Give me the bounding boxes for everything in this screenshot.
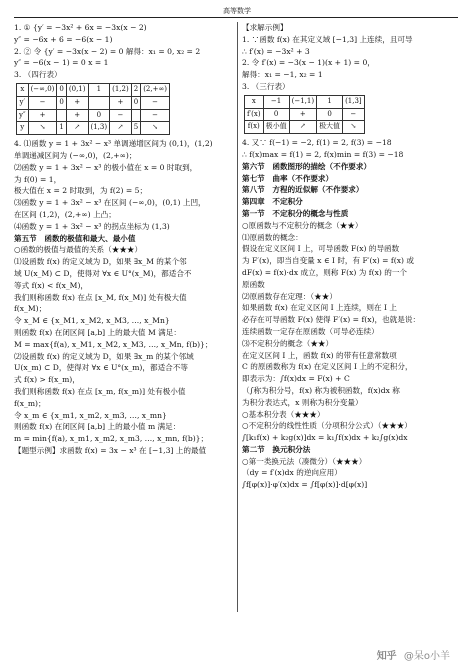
text-line: ⑵设函数 f(x) 的定义域为 D，如果 ∃x_m 的某个邻域 [14,351,194,361]
text-line: （dy = f′(x)dx 的逆向应用） [242,468,342,478]
text-line: 如果函数 f(x) 在定义区间 I 上连续，则在 I 上 [242,303,397,313]
table-cell: x [17,83,29,96]
text-line: M = max{f(a), x_M1, x_M2, x_M3, …, x_Mn, f(b)}； [14,339,213,349]
text-line: 为 f(0) = 1， [14,174,62,184]
section-heading: 第七节 曲率（不作要求） [242,173,334,183]
text-line: y″ = −6(x − 1) = 0 x = 1 [14,58,109,68]
text-line: 4. ⑴函数 y = 1 + 3x² − x³ 单调递增区间为 (0,1)，(1,2) [14,139,213,149]
text-line: 则函数 f(x) 在闭区间 [a,b] 上的最大值 M 满足： [14,327,181,337]
text-line: 连续函数一定存在原函数（可导必连续） [242,326,379,336]
text-line: 为 F′(x)，即当自变量 x ∈ I 时，有 F′(x) = f(x) 或 [242,256,414,266]
text-line: 域 U(x_M) ⊂ D，使得对 ∀x ∈ U°(x_M)，都适合不 [14,268,192,278]
table-cell: ↘ [141,122,170,135]
text-line: C 的原函数称为 f(x) 在定义区间 I 上的不定积分， [242,362,413,372]
author-handle: @呆o小羊 [403,651,450,662]
text-line: ∴ f′(x) = −3x² + 3 [242,46,310,56]
column-divider [237,22,238,612]
text-line: dF(x) = f(x)·dx 成立，则称 F(x) 为 f(x) 的一个 [242,267,408,277]
section-heading: 第一节 不定积分的概念与性质 [242,208,349,218]
text-line: 原函数 [242,279,265,289]
text-line: ∴ f(x)max = f(1) = 2, f(x)min = f(3) = −18 [242,149,404,159]
text-line: 必存在可导函数 F(x) 使得 F′(x) = f(x)，也就是说： [242,315,421,325]
text-line: 式 f(x) > f(x_m)， [14,375,80,385]
text-line: 解得：x₁ = −1, x₂ = 1 [242,70,323,80]
table-cell: 极大值 [317,121,343,134]
brand-logo: 知乎 [376,651,397,662]
page-header-title: 高等数学 [223,7,251,15]
table-cell: 1 [57,122,66,135]
table-row [17,122,170,135]
text-line: 3. （三行表） [242,81,290,91]
header-rule [14,17,458,18]
watermark [0,647,474,662]
text-line: ⑶函数 y = 1 + 3x² − x³ 在区间 (−∞,0)，(0,1) 上凹， [14,198,206,208]
text-line: ○不定积分的线性性质（分项积分公式）（★★★） [242,421,412,431]
table-cell: 0 [317,108,343,121]
table-cell: 0 [263,108,289,121]
table-row [245,121,365,134]
text-line: 3. （四行表） [14,70,62,80]
table-cell: 0 [57,96,66,109]
table-row [17,83,170,96]
table-cell: − [28,96,57,109]
table-cell: y′ [17,96,29,109]
text-line: 1. ∵函数 f(x) 在其定义域 [−1,3] 上连续，且可导 [242,34,413,44]
table-cell: 5 [131,122,140,135]
right-column [242,22,464,491]
text-line: f(x_M)； [14,304,47,314]
text-line: ∫[k₁f(x) + k₂g(x)]dx = k₁∫f(x)dx + k₂∫g(x)dx [242,433,408,443]
table-cell [88,96,110,109]
table-cell: (−1,1) [289,95,316,108]
table-cell: 极小值 [263,121,289,134]
text-line: 在区间 (1,2)，(2,+∞) 上凸； [14,209,116,219]
section-heading: 第六节 函数图形的描绘（不作要求） [242,161,372,171]
table-cell: − [343,108,365,121]
chapter-heading: 第四章 不定积分 [242,197,303,207]
text-line: ⑷函数 y = 1 + 3x² − x³ 的拐点坐标为 (1,3) [14,221,170,231]
table-cell: 0 [57,83,66,96]
text-line: 我们则称函数 f(x) 在点 [x_m, f(x_m)] 处有极小值 [14,386,186,396]
table-cell: + [28,109,57,122]
table-cell: ↘ [343,121,365,134]
table-cell: 2 [131,83,140,96]
text-line: 假设在定义区间 I 上，可导函数 F(x) 的导函数 [242,244,400,254]
text-line: ⑵函数 y = 1 + 3x² − x³ 的极小值在 x = 0 时取到， [14,162,198,172]
table-cell: 1 [88,83,110,96]
table-cell: y″ [17,109,29,122]
text-line: ⑴设函数 f(x) 的定义域为 D，如果 ∃x_M 的某个邻 [14,257,187,267]
table-cell: 0 [131,96,140,109]
table-cell [131,109,140,122]
table-cell: f(x) [245,121,264,134]
table-cell: ↗ [289,121,316,134]
section-heading: 第五节 函数的极值和最大、最小值 [14,233,136,243]
text-line: 令 x_M ∈ {x_M1, x_M2, x_M3, …, x_Mn} [14,316,170,326]
text-line: ∫f[φ(x)]·φ′(x)dx = ∫f[φ(x)]·d[φ(x)] [242,480,368,490]
section-heading: 第二节 换元积分法 [242,444,311,454]
text-line: ⑵原函数存在定理：（★★） [242,291,337,301]
table-row [17,96,170,109]
text-line: ○函数的极值与最值的关系（★★★） [14,245,143,255]
text-line: y″ = −6x + 6 = −6(x − 1) [14,34,113,44]
text-line: 4. 又∵ f(−1) = −2, f(1) = 2, f(3) = −18 [242,138,392,148]
table-cell: y [17,122,29,135]
table-cell [57,109,66,122]
text-line: 1. ① {y′ = −3x² + 6x = −3x(x − 2) [14,23,147,32]
four-row-table [16,83,170,135]
table-cell: + [289,108,316,121]
table-cell: −1 [263,95,289,108]
table-cell: ↗ [110,122,132,135]
text-line: m = min{f(a), x_m1, x_m2, x_m3, …, x_mn, f(b)}； [14,434,209,444]
text-line: 为积分表达式，x 则称为积分变量） [242,397,363,407]
table-cell: − [141,109,170,122]
text-line: 则函数 f(x) 在闭区间 [a,b] 上的最小值 m 满足： [14,422,181,432]
text-line: 2. 令 f′(x) = −3(x − 1)(x + 1) = 0， [242,58,375,68]
table-cell: (0,1) [66,83,88,96]
table-row [245,95,365,108]
three-row-table [244,95,365,134]
section-heading: 第八节 方程的近似解（不作要求） [242,185,364,195]
table-cell: (1,3] [343,95,365,108]
text-line: ⑶不定积分的概念（★★） [242,338,334,348]
text-line: ○第一类换元法（凑微分）（★★★） [242,456,367,466]
table-cell: − [141,96,170,109]
text-line: （∫称为积分号，f(x) 称为被积函数，f(x)dx 称 [242,385,400,395]
text-line: 即表示为：∫f(x)dx = F(x) + C [242,374,350,384]
text-line: ○基本积分表（★★★） [242,409,325,419]
text-line: ○原函数与不定积分的概念（★★） [242,220,363,230]
text-line: 【题型示例】求函数 f(x) = 3x − x³ 在 [−1,3] 上的最值 [14,445,207,455]
table-cell: (−∞,0) [28,83,57,96]
text-line: 2. ② 令 {y′ = −3x(x − 2) = 0 解得：x₁ = 0, x₂ = 2 [14,46,201,56]
text-line: 我们则称函数 f(x) 在点 [x_M, f(x_M)] 处有极大值 [14,292,187,302]
left-column [14,22,234,457]
table-cell: 1 [317,95,343,108]
text-line: 等式 f(x) < f(x_M)， [14,280,88,290]
table-cell: (1,3) [88,122,110,135]
text-line: 令 x_m ∈ {x_m1, x_m2, x_m3, …, x_mn} [14,410,167,420]
table-cell: − [110,109,132,122]
text-line: 在定义区间 I 上，函数 f(x) 的带有任意常数项 [242,350,397,360]
table-cell: x [245,95,264,108]
text-line: U(x_m) ⊂ D，使得对 ∀x ∈ U°(x_m)，都适合不等 [14,363,188,373]
table-cell: 0 [88,109,110,122]
table-cell: ↗ [66,122,88,135]
text-line: ⑴原函数的概念： [242,232,303,242]
text-line: 极大值在 x = 2 时取到，为 f(2) = 5； [14,186,148,196]
text-line: 【求解示例】 [242,23,288,32]
table-cell: + [66,96,88,109]
table-cell: + [110,96,132,109]
table-cell: (2,+∞) [141,83,170,96]
table-row [17,109,170,122]
table-cell: + [66,109,88,122]
table-cell: (1,2) [110,83,132,96]
table-cell: f′(x) [245,108,264,121]
text-line: 单调递减区间为 (−∞,0)，(2,+∞)； [14,150,137,160]
table-cell: ↘ [28,122,57,135]
table-row [245,108,365,121]
text-line: f(x_m)； [14,398,46,408]
